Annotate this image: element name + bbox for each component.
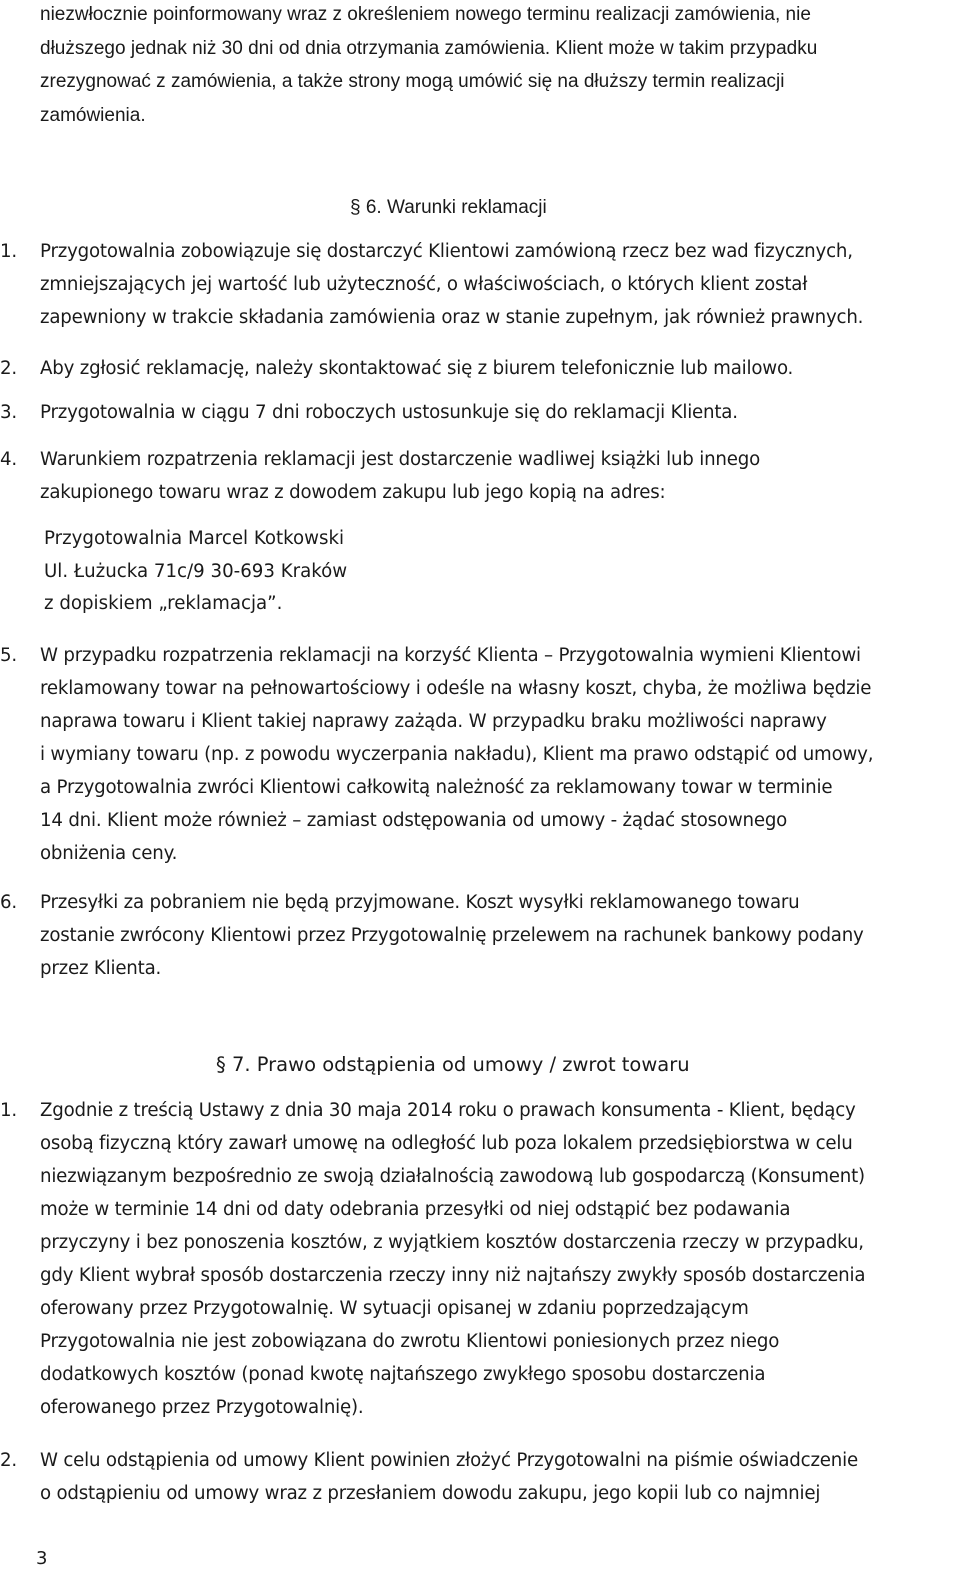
item-line: reklamowany towar na pełnowartościowy i odeśle na własny koszt, chyba, że możliwa będzie bbox=[40, 678, 872, 699]
item-line: osobą fizyczną który zawarł umowę na odległość lub poza lokalem przedsiębiorstwa w celu bbox=[40, 1133, 853, 1154]
item-line: Przygotowalnia w ciągu 7 dni roboczych ustosunkuje się do reklamacji Klienta. bbox=[40, 402, 738, 423]
item-number: 6. bbox=[0, 892, 17, 913]
item-line: zostanie zwrócony Klientowi przez Przygotowalnię przelewem na rachunek bankowy podany bbox=[40, 925, 864, 946]
section-6-list bbox=[0, 235, 960, 334]
intro-line: zrezygnować z zamówienia, a także strony mogą umówić się na dłuższy termin realizacji bbox=[40, 71, 785, 92]
list-item bbox=[0, 1444, 945, 1510]
list-item bbox=[0, 1094, 945, 1424]
item-line: zakupionego towaru wraz z dowodem zakupu lub jego kopią na adres: bbox=[40, 482, 666, 503]
section-7-list bbox=[0, 1094, 960, 1424]
item-line: Przesyłki za pobraniem nie będą przyjmowane. Koszt wysyłki reklamowanego towaru bbox=[40, 892, 800, 913]
item-line: o odstąpieniu od umowy wraz z przesłaniem dowodu zakupu, jego kopii lub co najmniej bbox=[40, 1483, 821, 1504]
item-line: zapewniony w trakcie składania zamówienia oraz w stanie zupełnym, jak również prawnych. bbox=[40, 307, 864, 328]
item-line: W przypadku rozpatrzenia reklamacji na korzyść Klienta – Przygotowalnia wymieni Klientowi bbox=[40, 645, 861, 666]
item-line: oferowanego przez Przygotowalnię). bbox=[40, 1397, 364, 1418]
list-item bbox=[0, 352, 945, 385]
item-line: Warunkiem rozpatrzenia reklamacji jest dostarczenie wadliwej książki lub innego bbox=[40, 449, 760, 470]
list-item bbox=[0, 443, 945, 509]
item-line: dodatkowych kosztów (ponad kwotę najtańszego zwykłego sposobu dostarczenia bbox=[40, 1364, 766, 1385]
address-block bbox=[44, 523, 347, 621]
list-item bbox=[0, 886, 945, 985]
item-number: 4. bbox=[0, 449, 17, 470]
page-number: 3 bbox=[36, 1548, 48, 1569]
item-line: W celu odstąpienia od umowy Klient powinien złożyć Przygotowalni na piśmie oświadczenie bbox=[40, 1450, 858, 1471]
address-line: Przygotowalnia Marcel Kotkowski bbox=[44, 528, 345, 549]
item-line: a Przygotowalnia zwróci Klientowi całkowitą należność za reklamowany towar w terminie bbox=[40, 777, 833, 798]
item-number: 5. bbox=[0, 645, 17, 666]
section-7-list bbox=[0, 1444, 960, 1510]
item-number: 3. bbox=[0, 402, 17, 423]
item-number: 1. bbox=[0, 241, 17, 262]
item-line: może w terminie 14 dni od daty odebrania przesyłki od niej odstąpić bez podawania bbox=[40, 1199, 791, 1220]
item-line: oferowany przez Przygotowalnię. W sytuacji opisanej w zdaniu poprzedzającym bbox=[40, 1298, 749, 1319]
item-line: Przygotowalnia nie jest zobowiązana do zwrotu Klientowi poniesionych przez niego bbox=[40, 1331, 780, 1352]
section-6-heading: § 6. Warunki reklamacji bbox=[350, 197, 547, 218]
item-line: Przygotowalnia zobowiązuje się dostarczyć Klientowi zamówioną rzecz bez wad fizycznych, bbox=[40, 241, 853, 262]
list-item bbox=[0, 235, 945, 334]
item-line: naprawa towaru i Klient takiej naprawy zażąda. W przypadku braku możliwości naprawy bbox=[40, 711, 827, 732]
section-6-list bbox=[0, 396, 960, 429]
item-line: Zgodnie z treścią Ustawy z dnia 30 maja 2014 roku o prawach konsumenta - Klient, będący bbox=[40, 1100, 856, 1121]
item-number: 1. bbox=[0, 1100, 17, 1121]
item-line: 14 dni. Klient może również – zamiast odstępowania od umowy - żądać stosownego bbox=[40, 810, 788, 831]
item-line: Aby zgłosić reklamację, należy skontaktować się z biurem telefonicznie lub mailowo. bbox=[40, 358, 794, 379]
address-line: Ul. Łużucka 71c/9 30-693 Kraków bbox=[44, 560, 348, 582]
section-6-list bbox=[0, 352, 960, 385]
item-line: i wymiany towaru (np. z powodu wyczerpania nakładu), Klient ma prawo odstąpić od umowy, bbox=[40, 744, 874, 765]
intro-line: niezwłocznie poinformowany wraz z określeniem nowego terminu realizacji zamówienia, nie bbox=[40, 4, 811, 25]
item-line: zmniejszających jej wartość lub użyteczność, o właściwościach, o których klient został bbox=[40, 274, 808, 295]
item-line: przez Klienta. bbox=[40, 958, 162, 979]
item-number: 2. bbox=[0, 358, 17, 379]
list-item bbox=[0, 396, 945, 429]
item-number: 2. bbox=[0, 1450, 17, 1471]
section-6-list bbox=[0, 886, 960, 985]
intro-line: zamówienia. bbox=[40, 104, 146, 126]
item-line: gdy Klient wybrał sposób dostarczenia rzeczy inny niż najtańszy zwykły sposób dostarczenia bbox=[40, 1265, 866, 1286]
item-line: obniżenia ceny. bbox=[40, 843, 178, 864]
item-line: przyczyny i bez ponoszenia kosztów, z wyjątkiem kosztów dostarczenia rzeczy w przypadku, bbox=[40, 1232, 864, 1253]
address-line: z dopiskiem „reklamacja”. bbox=[44, 593, 283, 614]
intro-line: dłuższego jednak niż 30 dni od dnia otrzymania zamówienia. Klient może w takim przypadku bbox=[40, 37, 818, 59]
section-7-heading: § 7. Prawo odstąpienia od umowy / zwrot towaru bbox=[216, 1053, 690, 1076]
intro-paragraph bbox=[40, 0, 945, 132]
item-line: niezwiązanym bezpośrednio ze swoją działalnością zawodową lub gospodarczą (Konsument) bbox=[40, 1166, 865, 1187]
section-6-list bbox=[0, 639, 960, 870]
list-item bbox=[0, 639, 945, 870]
section-6-list bbox=[0, 443, 960, 509]
